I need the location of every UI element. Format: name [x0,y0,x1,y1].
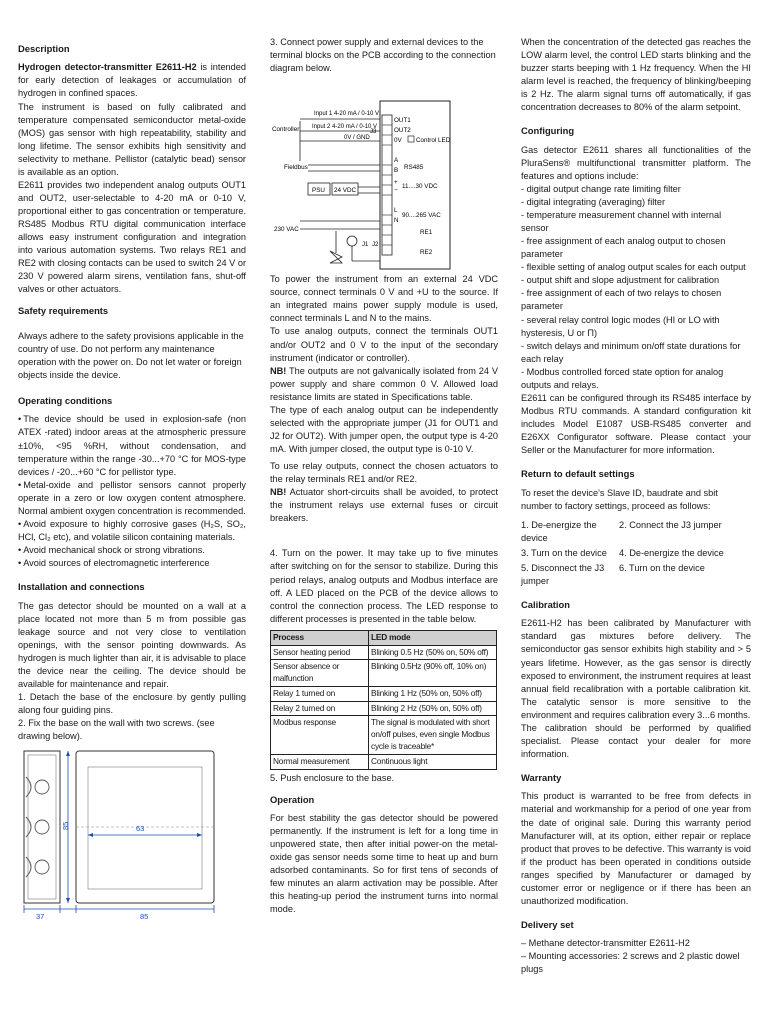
nb1-label: NB! [270,365,287,376]
table-cell: Relay 1 turned on [271,686,369,701]
operating-item: • Metal-oxide and pellistor sensors cannot properly operate in a zero or low oxygen content atmosphere. Normal ambient oxygen concentration is recommended. [18,479,246,518]
plus-terminal: + [394,179,398,187]
analog-text: To use analog outputs, connect the terminals OUT1 and/or OUT2 and 0 V to the input of the secondary instrument (indicator or controller). [270,326,498,363]
table-cell: Sensor absence or malfunction [271,660,369,687]
list-item: – Mounting accessories: 2 screws and 2 plastic dowel plugs [521,951,740,975]
operating-item: • The device should be used in explosion-safe (non ATEX -rated) indoor areas at the atmospheric pressure ±10%, <95 %RH, without condensation, and temperature within the range -30...+70 °C for MOS-type devices / -20...+60 °C for pellistor type. [18,413,246,478]
enclosure-dimension-drawing [18,747,246,922]
alarm-text: When the concentration of the detected gas reaches the LOW alarm level, the control LED starts blinking and the buzzer starts beeping with 1 Hz frequency. When the HI alarm level is reached, the frequency of blinking/beeping is 2 Hz. The alarm signal turns off automatically, if gas concentration decreases to 80% of the alarm setpoint. [521,37,751,113]
table-cell: Normal measurement [271,754,369,769]
dimension-85-height-label: 85 [61,821,70,831]
configuring-kit-text: E2611 can be configured through its RS485 interface by Modbus RTU commands. A standard configuration kit includes Model E1087 USB-RS485 converter and E26XX Configurator software. Please contact your Seller or the Manufacturer for more information. [521,392,751,456]
list-item: – Methane detector-transmitter E2611-H2 [521,938,690,949]
reset-step: 3. Turn on the device [521,547,607,558]
description-sensor: The instrument is based on fully calibrated and temperature compensated semiconductor metal-oxide (MOS) gas sensor with high repeatability, stability and long lifetime. The sensor exhibits high sensitivity and selectivity to methane. Pellistor (catalytic bead) sensor is available as an option. [18,101,246,177]
description-intro [18,61,246,100]
out1-terminal: OUT1 [394,117,411,125]
calibration-text: E2611-H2 has been calibrated by Manufacturer with standard gas mixtures before delivery. The semiconductor gas sensor exhibits high stability and > 5 years lifetime. However, as the gas sensor is directly exposed to environment, the instrument requires at least annual field recalibration with a portable calibration kit. The catalytic sensor is more sensitive to the environment and requires calibration every 3...6 months. [521,618,751,720]
table-row [271,645,497,660]
input1-label: Input 1 4-20 mA / 0-10 V [314,111,380,118]
description-intro-text: is intended for early detection of leakages or accumulation of hydrogen in confined spaces. [18,62,246,99]
list-item: - temperature measurement channel with internal sensor [521,210,722,234]
table-cell: Relay 2 turned on [271,701,369,716]
j2-jumper-label: J2 [372,242,379,249]
led-mode-table [270,630,497,770]
installation-step-2: 2. Fix the base on the wall with two screws. (see drawing below). [18,718,215,742]
list-item: - output shift and slope adjustment for calibration [521,275,720,286]
installation-step-4: 4. Turn on the power. It may take up to five minutes after switching on for the sensor to stabilize. During this period relays, analog outputs and Modbus interface are off. A LED placed on the PCB of the device allows to control the connection process. The LED response to different processes is presented in the table below. [270,548,498,624]
feature-list [521,183,751,392]
nb2-label: NB! [270,487,287,498]
table-cell: Sensor heating period [271,645,369,660]
nb2-text: Actuator short-circuits shall be avoided, to protect the instrument relays use external fuses or circuit breakers. [270,487,498,524]
connection-diagram [270,81,498,271]
dimension-63-label: 63 [136,824,145,834]
out2-terminal: OUT2 [394,127,411,135]
table-row [271,716,497,754]
psu-label: PSU [312,187,325,195]
input2-label: Input 2 4-20 mA / 0-10 V [312,124,378,131]
table-cell: Modbus response [271,716,369,754]
column-2 [270,36,498,916]
warranty-text: This product is warranted to be free from defects in material and workmanship for a period of one year from the date of original sale. During this warranty period Manufacturer will, at its option, either repair or replace product that proves to be defective. This warranty is void if the product has been operated in conditions outside ranges specified by Manufacturer or damaged by customer error or negligence or if there has been an unauthorized modification. [521,791,751,906]
safety-heading: Safety requirements [18,305,109,317]
table-cell: Blinking 0.5 Hz (50% on, 50% off) [369,645,497,660]
calibration-heading: Calibration [521,599,570,610]
operating-heading: Operating conditions [18,395,113,407]
configuring-text: Gas detector E2611 shares all functionalities of the PluraSens® multifunctional transmitter platform. The features and options include: [521,144,751,181]
power-text: To power the instrument from an external 24 VDC source, connect terminals 0 V and +U to the source. If an integrated mains power supply module is used, connect terminals L and N to the mains. [270,274,498,324]
reset-text: To reset the device's Slave ID, baudrate and sbit number to factory settings, proceed as follows: [521,487,718,511]
list-item: - digital integrating (averaging) filter [521,196,666,207]
operation-heading: Operation [270,793,315,805]
control-led-icon [408,136,414,142]
ac230-label: 230 VAC [274,226,299,234]
terminal-block [382,115,392,255]
table-cell: Blinking 0.5Hz (90% off, 10% on) [369,660,497,687]
n-terminal: N [394,217,399,225]
control-led-label: Control LED [416,137,451,145]
gnd-label: 0V / GND [344,135,370,142]
list-item: - digital output change rate limiting filter [521,183,681,194]
fieldbus-label: Fieldbus [284,164,308,172]
list-item: - free assignment of each analog output to chosen parameter [521,236,726,260]
description-outputs: E2611 provides two independent analog outputs OUT1 and OUT2, user-selectable to 4-20 mA or 0-10 V, proportional either to gas concentration or temperature. RS485 Modbus RTU digital communication interface allows easy instrument configuration and integration into various automation systems. Two relays RE1 and RE2 with closing contacts can be used to switch 24 V or 230 V powered alarm sirens, ventilation fans, shut-off valves or other actuators. [18,179,246,295]
list-item: - free assignment of each of two relays to chosen parameter [521,288,722,312]
reset-step: 1. De-energize the device [521,519,597,543]
re2-label: RE2 [420,249,433,257]
calibration-specialist-text: The calibration should be performed by qualified specialist. Please contact your dealer for more information. [521,722,751,759]
table-row [271,701,497,716]
list-item: - several relay control logic modes (HI or LO with hysteresis, U or П) [521,314,720,338]
operating-item: • Avoid exposure to highly corrosive gases (H₂S, SO₂, HCl, Cl₂ etc), and volatile silicon containing materials. [18,518,246,544]
psu-voltage-label: 24 VDC [334,187,357,195]
reset-step: 5. Disconnect the J3 jumper [521,562,605,586]
list-item: - flexible setting of analog output scales for each output [521,262,746,273]
a-terminal: A [394,157,399,165]
l-terminal: L [394,207,398,215]
list-item: - switch delays and minimum on/off state durations for each relay [521,340,741,364]
warranty-heading: Warranty [521,772,562,784]
led-table-header: Process [271,630,369,645]
reset-steps [521,519,751,588]
reset-step: 4. De-energize the device [619,547,724,558]
relay-text: To use relay outputs, connect the chosen actuators to the relay terminals RE1 and/or RE2. [270,461,498,485]
minus-terminal: − [394,187,398,195]
controller-label: Controller [272,126,300,134]
safety-text: Always adhere to the safety provisions applicable in the country of use. Do not perform any maintenance operation with the power on. Do not let water or foreign objects inside the device. [18,330,244,380]
reset-step: 2. Connect the J3 jumper [619,519,722,530]
table-cell: Blinking 2 Hz (50% on, 50% off) [369,701,497,716]
zero-v-terminal: 0V [394,137,402,145]
installation-step-1: 1. Detach the base of the enclosure by gently pulling along four guiding pins. [18,691,246,715]
b-terminal: B [394,167,399,175]
operating-item: • Avoid sources of electromagnetic interference [18,557,246,570]
installation-step-5: 5. Push enclosure to the base. [270,772,395,783]
dimension-85-width-label: 85 [140,912,149,922]
column-3 [521,36,751,976]
j1-jumper-label: J1 [362,242,369,249]
table-row [271,660,497,687]
led-table-header: LED mode [369,630,497,645]
ac-range-label: 90....265 VAC [402,212,441,220]
rs485-label: RS485 [404,164,424,172]
dimension-37-label: 37 [36,912,45,922]
list-item: - Modbus controlled forced state option for analog outputs and relays. [521,366,724,390]
configuring-heading: Configuring [521,125,575,137]
column-1 [18,42,246,922]
table-row [271,686,497,701]
installation-text: The gas detector should be mounted on a wall at a place located not more than 5 m from possible gas leakage source and not very close to ventilation openings, with the sensor pointing downwards. As hydrogen is much lighter than air, it is advisable to place the device near the ceiling. The device should be available for maintenance and repair. [18,600,246,689]
j3-jumper-label: J3 [370,129,377,136]
dc-range-label: 11....30 VDC [402,183,438,191]
table-cell: Blinking 1 Hz (50% on, 50% off) [369,686,497,701]
description-heading: Description [18,43,70,54]
reset-heading: Return to default settings [521,468,635,480]
nb1-text: The outputs are not galvanically isolated from 24 V power supply and share common 0 V. Allowed load resistance limits are stated in Specifications table. [270,365,498,402]
operating-item: • Avoid mechanical shock or strong vibrations. [18,544,246,557]
operation-text: For best stability the gas detector should be powered permanently. If the instrument is left for a long time in unpowered state, then after initial power-on the metal-oxide gas sensor needs some time to heat up and burn adsorbed contaminants. So for first tens of seconds of few minutes an alarm activation may be possible. After this heating-up period the instrument turns into normal mode. [270,812,498,915]
table-cell: The signal is modulated with short on/off pulses, even single Modbus cycle is traceable* [369,716,497,754]
nb1-note [270,365,498,404]
re1-label: RE1 [420,229,433,237]
installation-heading: Installation and connections [18,581,145,593]
reset-step: 6. Turn on the device [619,562,705,573]
led-table-header-row [271,630,497,645]
output-type-text: The type of each analog output can be independently selected with the appropriate jumper (J1 for OUT1 and J2 for OUT2). With jumper open, the output type is 4-20 mA. With jumper closed, the output type is 0-10 V. [270,404,498,454]
table-row [271,754,497,769]
delivery-heading: Delivery set [521,918,574,930]
product-name: Hydrogen detector-transmitter E2611-H2 [18,62,197,73]
nb2-note [270,486,498,525]
installation-step-3: 3. Connect power supply and external devices to the terminal blocks on the PCB according to the connection diagram below. [270,37,496,74]
table-cell: Continuous light [369,754,497,769]
